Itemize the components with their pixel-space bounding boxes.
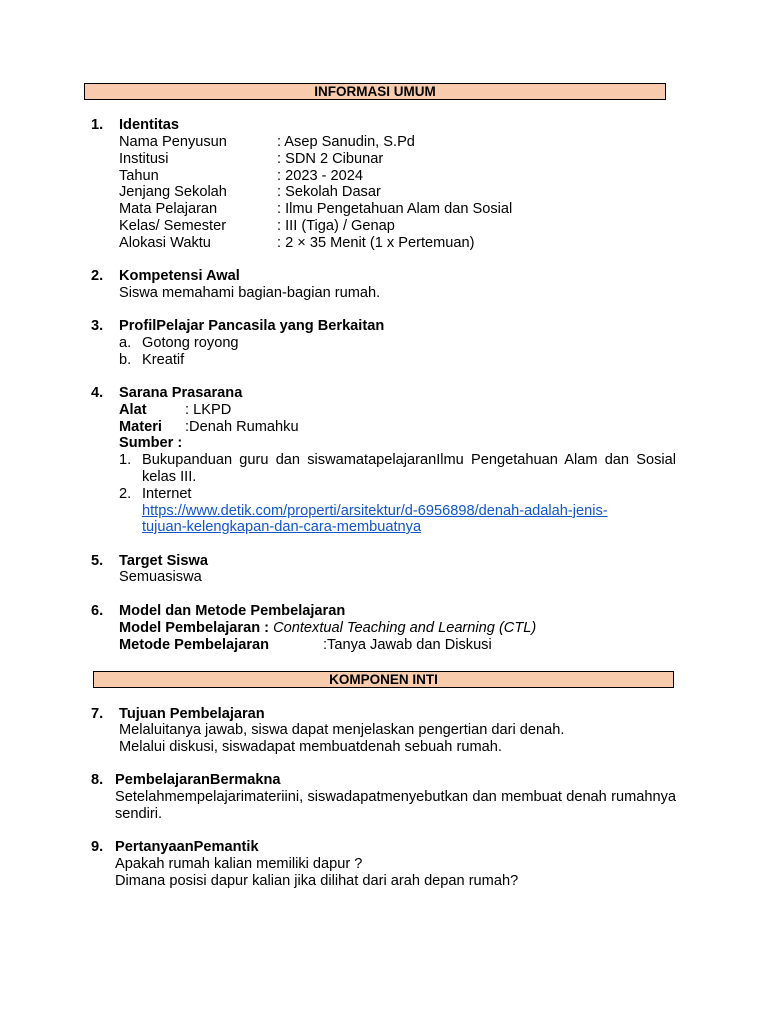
identity-value: : Asep Sanudin, S.Pd (277, 134, 415, 150)
identity-label: Tahun (119, 168, 159, 184)
model-row (119, 620, 536, 637)
metode-value: :Tanya Jawab dan Diskusi (323, 637, 492, 653)
identity-value: : III (Tiga) / Genap (277, 218, 395, 234)
section-number: 6. (91, 603, 104, 619)
identity-label: Alokasi Waktu (119, 235, 211, 251)
section-title-pertanyaan-pemantik: PertanyaanPemantik (115, 839, 259, 855)
section-banner-komponen-inti: KOMPONEN INTI (93, 671, 674, 688)
alat-value: : LKPD (185, 402, 232, 418)
section-title-kompetensi-awal: Kompetensi Awal (119, 268, 240, 284)
list-marker: 1. (119, 452, 132, 468)
question-item: Apakah rumah kalian memiliki dapur ? (115, 856, 363, 872)
identity-label: Nama Penyusun (119, 134, 227, 150)
source-link[interactable]: https://www.detik.com/properti/arsitektur/d-6956898/denah-adalah-jenis- (142, 503, 608, 519)
section-title-profil-pelajar: ProfilPelajar Pancasila yang Berkaitan (119, 318, 385, 334)
source-text: Bukupanduan guru dan siswamatapelajaranIlmu Pengetahuan Alam dan Sosial kelas III. (142, 452, 676, 485)
model-value: Contextual Teaching and Learning (CTL) (273, 620, 537, 636)
identity-value: : SDN 2 Cibunar (277, 151, 384, 167)
identity-value: : Sekolah Dasar (277, 184, 381, 200)
section-title-target-siswa: Target Siswa (119, 553, 208, 569)
identity-label: Institusi (119, 151, 169, 167)
section-banner-informasi-umum: INFORMASI UMUM (84, 83, 666, 100)
metode-label: Metode Pembelajaran (119, 637, 270, 653)
source-text: Internet (142, 486, 192, 502)
list-marker: 2. (119, 486, 132, 502)
target-siswa-text: Semuasiswa (119, 569, 202, 585)
identity-label: Jenjang Sekolah (119, 184, 227, 200)
identity-value: : Ilmu Pengetahuan Alam dan Sosial (277, 201, 513, 217)
sumber-label: Sumber : (119, 435, 183, 451)
section-number: 5. (91, 553, 104, 569)
section-number: 9. (91, 839, 104, 855)
kompetensi-awal-text: Siswa memahami bagian-bagian rumah. (119, 285, 381, 301)
section-number: 4. (91, 385, 104, 401)
section-title-tujuan: Tujuan Pembelajaran (119, 706, 265, 722)
source-link-continued[interactable]: tujuan-kelengkapan-dan-cara-membuatnya (142, 519, 422, 535)
identity-label: Kelas/ Semester (119, 218, 227, 234)
section-title-pembelajaran-bermakna: PembelajaranBermakna (115, 772, 281, 788)
pembelajaran-bermakna-text: Setelahmempelajarimateriini, siswadapatmenyebutkan dan membuat denah rumahnya sendiri. (115, 789, 676, 822)
section-title-model-metode: Model dan Metode Pembelajaran (119, 603, 346, 619)
tujuan-line: Melalui diskusi, siswadapat membuatdenah sebuah rumah. (119, 739, 502, 755)
materi-label: Materi (119, 419, 162, 435)
section-number: 7. (91, 706, 104, 722)
section-title-identitas: Identitas (119, 117, 180, 133)
section-title-sarana-prasarana: Sarana Prasarana (119, 385, 243, 401)
list-item: Kreatif (142, 352, 185, 368)
identity-value: : 2023 - 2024 (277, 168, 364, 184)
section-number: 2. (91, 268, 104, 284)
question-item: Dimana posisi dapur kalian jika dilihat dari arah depan rumah? (115, 873, 519, 889)
model-colon: : (260, 620, 274, 636)
tujuan-line: Melaluitanya jawab, siswa dapat menjelaskan pengertian dari denah. (119, 722, 565, 738)
identity-value: : 2 × 35 Menit (1 x Pertemuan) (277, 235, 475, 251)
materi-value: :Denah Rumahku (185, 419, 299, 435)
section-number: 1. (91, 117, 104, 133)
section-number: 3. (91, 318, 104, 334)
model-label: Model Pembelajaran (119, 620, 261, 636)
section-number: 8. (91, 772, 104, 788)
list-marker: b. (119, 352, 132, 368)
list-item: Gotong royong (142, 335, 239, 351)
alat-label: Alat (119, 402, 147, 418)
list-marker: a. (119, 335, 132, 351)
identity-label: Mata Pelajaran (119, 201, 218, 217)
